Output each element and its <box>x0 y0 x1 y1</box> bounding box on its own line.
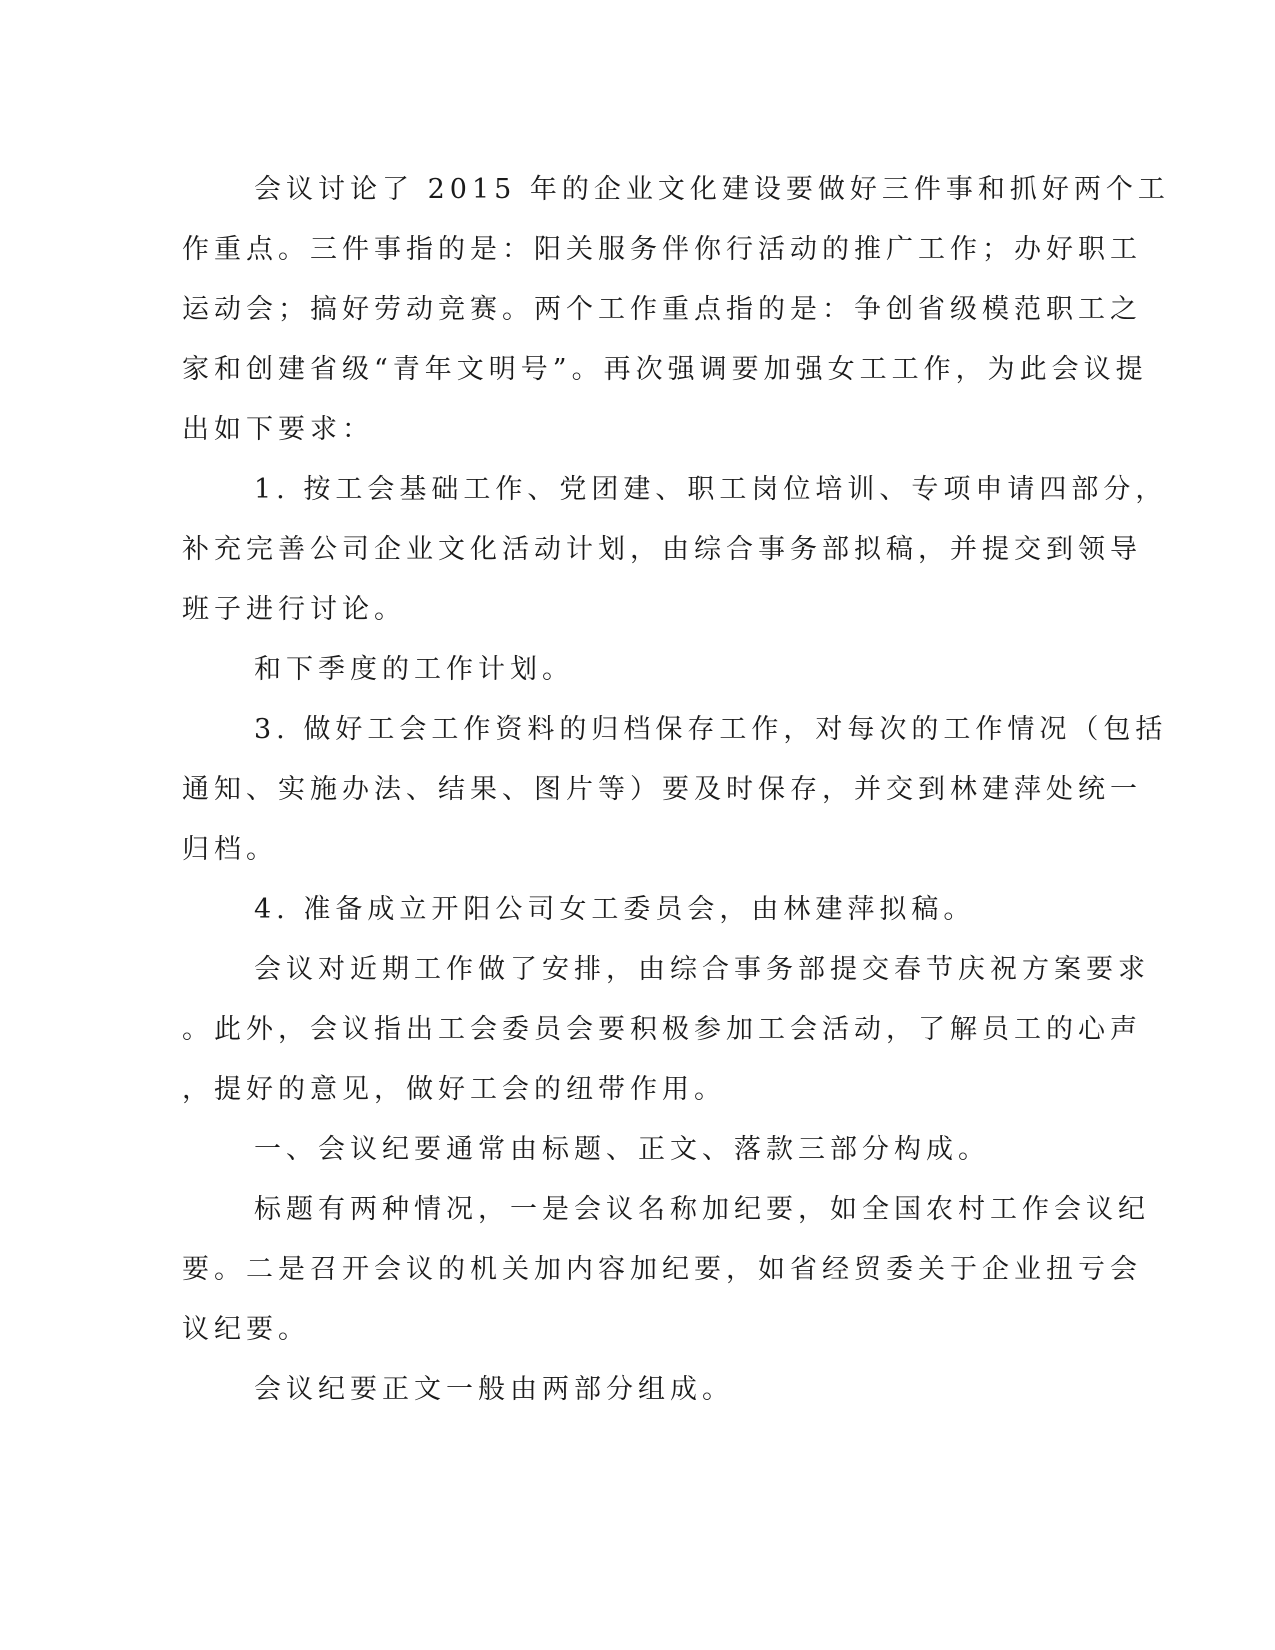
text-line: 会议对近期工作做了安排，由综合事务部提交春节庆祝方案要求 <box>254 954 1150 985</box>
text-line: 补充完善公司企业文化活动计划，由综合事务部拟稿，并提交到领导 <box>182 534 1142 565</box>
text-line: 要。二是召开会议的机关加内容加纪要，如省经贸委关于企业扭亏会 <box>182 1254 1142 1285</box>
text-line: 1. 按工会基础工作、党团建、职工岗位培训、专项申请四部分， <box>254 474 1168 505</box>
text-line: 4. 准备成立开阳公司女工委员会，由林建萍拟稿。 <box>254 894 976 925</box>
text-line: ，提好的意见，做好工会的纽带作用。 <box>182 1074 726 1105</box>
text-line: 会议纪要正文一般由两部分组成。 <box>254 1374 734 1405</box>
text-line: 运动会；搞好劳动竞赛。两个工作重点指的是：争创省级模范职工之 <box>182 294 1142 325</box>
text-line: 归档。 <box>182 834 278 865</box>
text-line: 一、会议纪要通常由标题、正文、落款三部分构成。 <box>254 1134 990 1165</box>
text-line: 出如下要求： <box>182 414 374 445</box>
text-line: 。此外，会议指出工会委员会要积极参加工会活动，了解员工的心声 <box>182 1014 1142 1045</box>
text-line: 作重点。三件事指的是：阳关服务伴你行活动的推广工作；办好职工 <box>182 234 1142 265</box>
text-line: 和下季度的工作计划。 <box>254 654 574 685</box>
text-line: 标题有两种情况，一是会议名称加纪要，如全国农村工作会议纪 <box>254 1194 1150 1225</box>
text-line: 家和创建省级“青年文明号”。再次强调要加强女工工作，为此会议提 <box>182 354 1148 385</box>
text-line: 3. 做好工会工作资料的归档保存工作，对每次的工作情况（包括 <box>254 714 1168 745</box>
text-line: 班子进行讨论。 <box>182 594 406 625</box>
text-line: 议纪要。 <box>182 1314 310 1345</box>
document-body <box>182 160 1170 1420</box>
text-line: 通知、实施办法、结果、图片等）要及时保存，并交到林建萍处统一 <box>182 774 1142 805</box>
text-line: 会议讨论了 2015 年的企业文化建设要做好三件事和抓好两个工 <box>254 174 1170 205</box>
